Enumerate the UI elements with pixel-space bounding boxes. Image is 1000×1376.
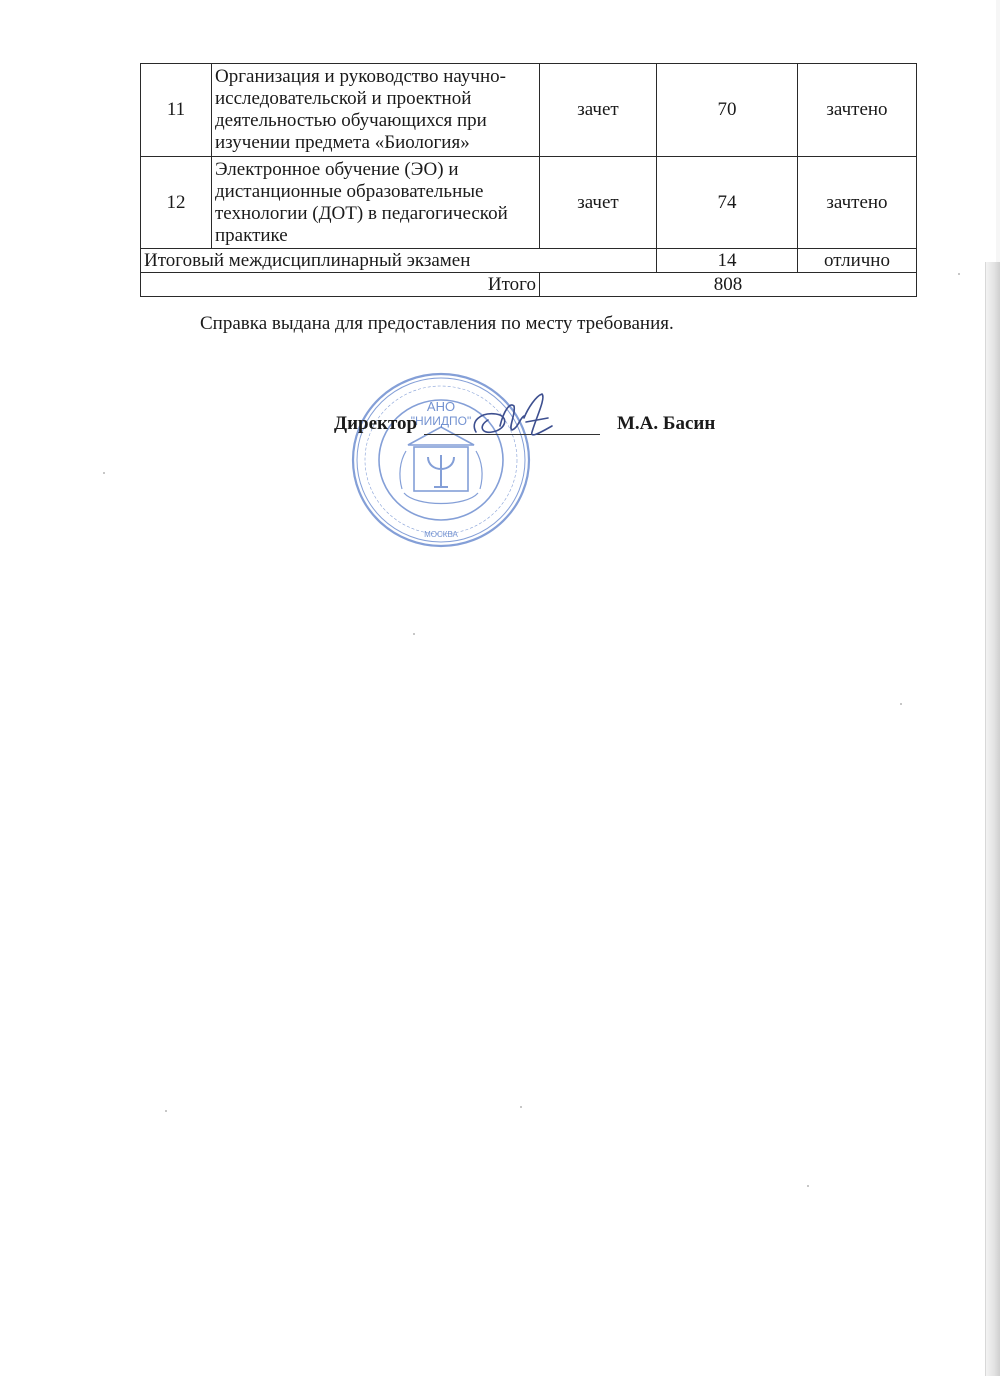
course-title: Электронное обучение (ЭО) и дистанционные образовательные технологии (ДОТ) в педагогической практике xyxy=(212,157,540,249)
hours: 70 xyxy=(657,64,798,157)
row-number: 11 xyxy=(141,64,212,157)
exam-row xyxy=(141,249,917,273)
total-label: Итого xyxy=(141,273,540,297)
scan-speck xyxy=(520,1106,522,1108)
signature-icon xyxy=(466,388,556,444)
director-label: Директор xyxy=(334,413,418,434)
stamp-city: МОСКВА xyxy=(424,530,458,539)
exam-grade: отлично xyxy=(798,249,917,273)
grade: зачтено xyxy=(798,64,917,157)
grades-table xyxy=(140,63,917,297)
hours: 74 xyxy=(657,157,798,249)
assessment-form: зачет xyxy=(540,64,657,157)
total-hours: 808 xyxy=(540,273,917,297)
scan-speck xyxy=(103,472,105,474)
stamp-org-line2: "НИИДПО" xyxy=(410,414,472,428)
row-number: 12 xyxy=(141,157,212,249)
scan-speck xyxy=(958,273,960,275)
course-title: Организация и руководство научно- исследовательской и проектной деятельностью обучающихся при изучении предмета «Биология» xyxy=(212,64,540,157)
page-edge xyxy=(996,0,1000,262)
page-edge-shadow xyxy=(985,262,1000,1376)
exam-label: Итоговый междисциплинарный экзамен xyxy=(141,249,657,273)
scan-speck xyxy=(165,1110,167,1112)
table-row xyxy=(141,157,917,249)
certificate-note: Справка выдана для предоставления по месту требования. xyxy=(200,313,674,334)
scan-speck xyxy=(807,1185,809,1187)
stamp-org-line1: АНО xyxy=(426,399,456,414)
assessment-form: зачет xyxy=(540,157,657,249)
table-row xyxy=(141,64,917,157)
handwritten-signature xyxy=(466,388,556,444)
scan-speck xyxy=(413,633,415,635)
total-row xyxy=(141,273,917,297)
scan-speck xyxy=(900,703,902,705)
grade: зачтено xyxy=(798,157,917,249)
director-name: М.А. Басин xyxy=(617,413,716,434)
exam-hours: 14 xyxy=(657,249,798,273)
